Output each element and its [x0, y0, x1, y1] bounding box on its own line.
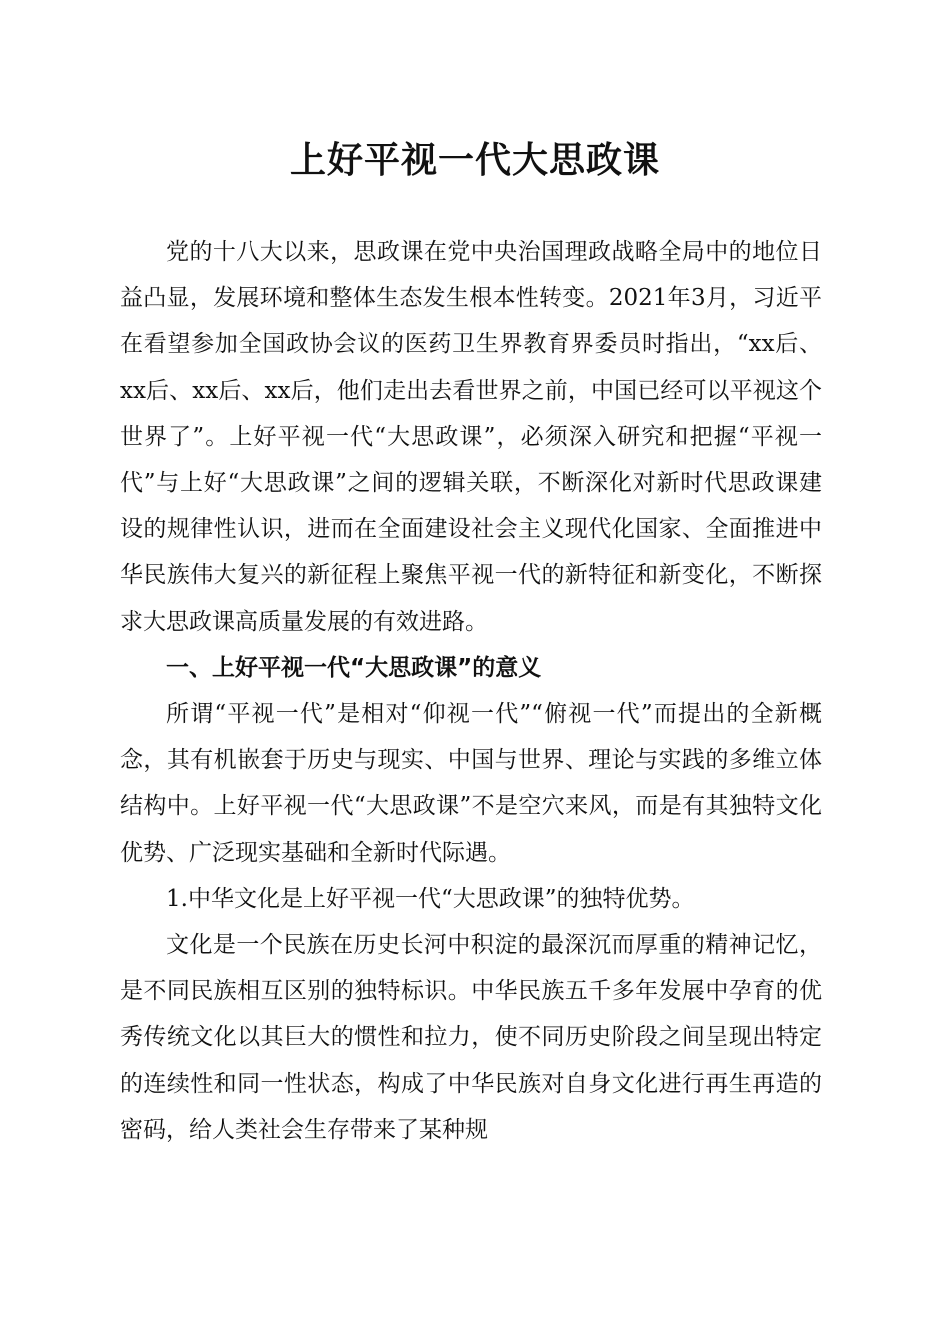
paragraph-culture: 文化是一个民族在历史长河中积淀的最深沉而厚重的精神记忆，是不同民族相互区别的独特标识。中华民族五千多年发展中孕育的优秀传统文化以其巨大的惯性和拉力，使不同历史阶段之间呈现出特定的连续性和同一性状态，构成了中华民族对自身文化进行再生再造的密码，给人类社会生存带来了某种规	[120, 932, 822, 1143]
paragraph-definition: 所谓“平视一代”是相对“仰视一代”“俯视一代”而提出的全新概念，其有机嵌套于历史与现实、中国与世界、理论与实践的多维立体结构中。上好平视一代“大思政课”不是空穴来风，而是有其独特文化优势、广泛现实基础和全新时代际遇。	[120, 701, 822, 866]
document-body	[120, 229, 822, 1153]
subsection-heading-1: 1.中华文化是上好平视一代“大思政课”的独特优势。	[166, 885, 695, 912]
paragraph-intro: 党的十八大以来，思政课在党中央治国理政战略全局中的地位日益凸显，发展环境和整体生态发生根本性转变。2021年3月，习近平在看望参加全国政协会议的医药卫生界教育界委员时指出，“xx后、xx后、xx后、xx后，他们走出去看世界之前，中国已经可以平视这个世界了”。上好平视一代“大思政课”，必须深入研究和把握“平视一代”与上好“大思政课”之间的逻辑关联，不断深化对新时代思政课建设的规律性认识，进而在全面建设社会主义现代化国家、全面推进中华民族伟大复兴的新征程上聚焦平视一代的新特征和新变化，不断探求大思政课高质量发展的有效进路。	[120, 239, 822, 635]
section-heading-1: 一、上好平视一代“大思政课”的意义	[166, 654, 542, 681]
document-title: 上好平视一代大思政课	[289, 139, 660, 181]
